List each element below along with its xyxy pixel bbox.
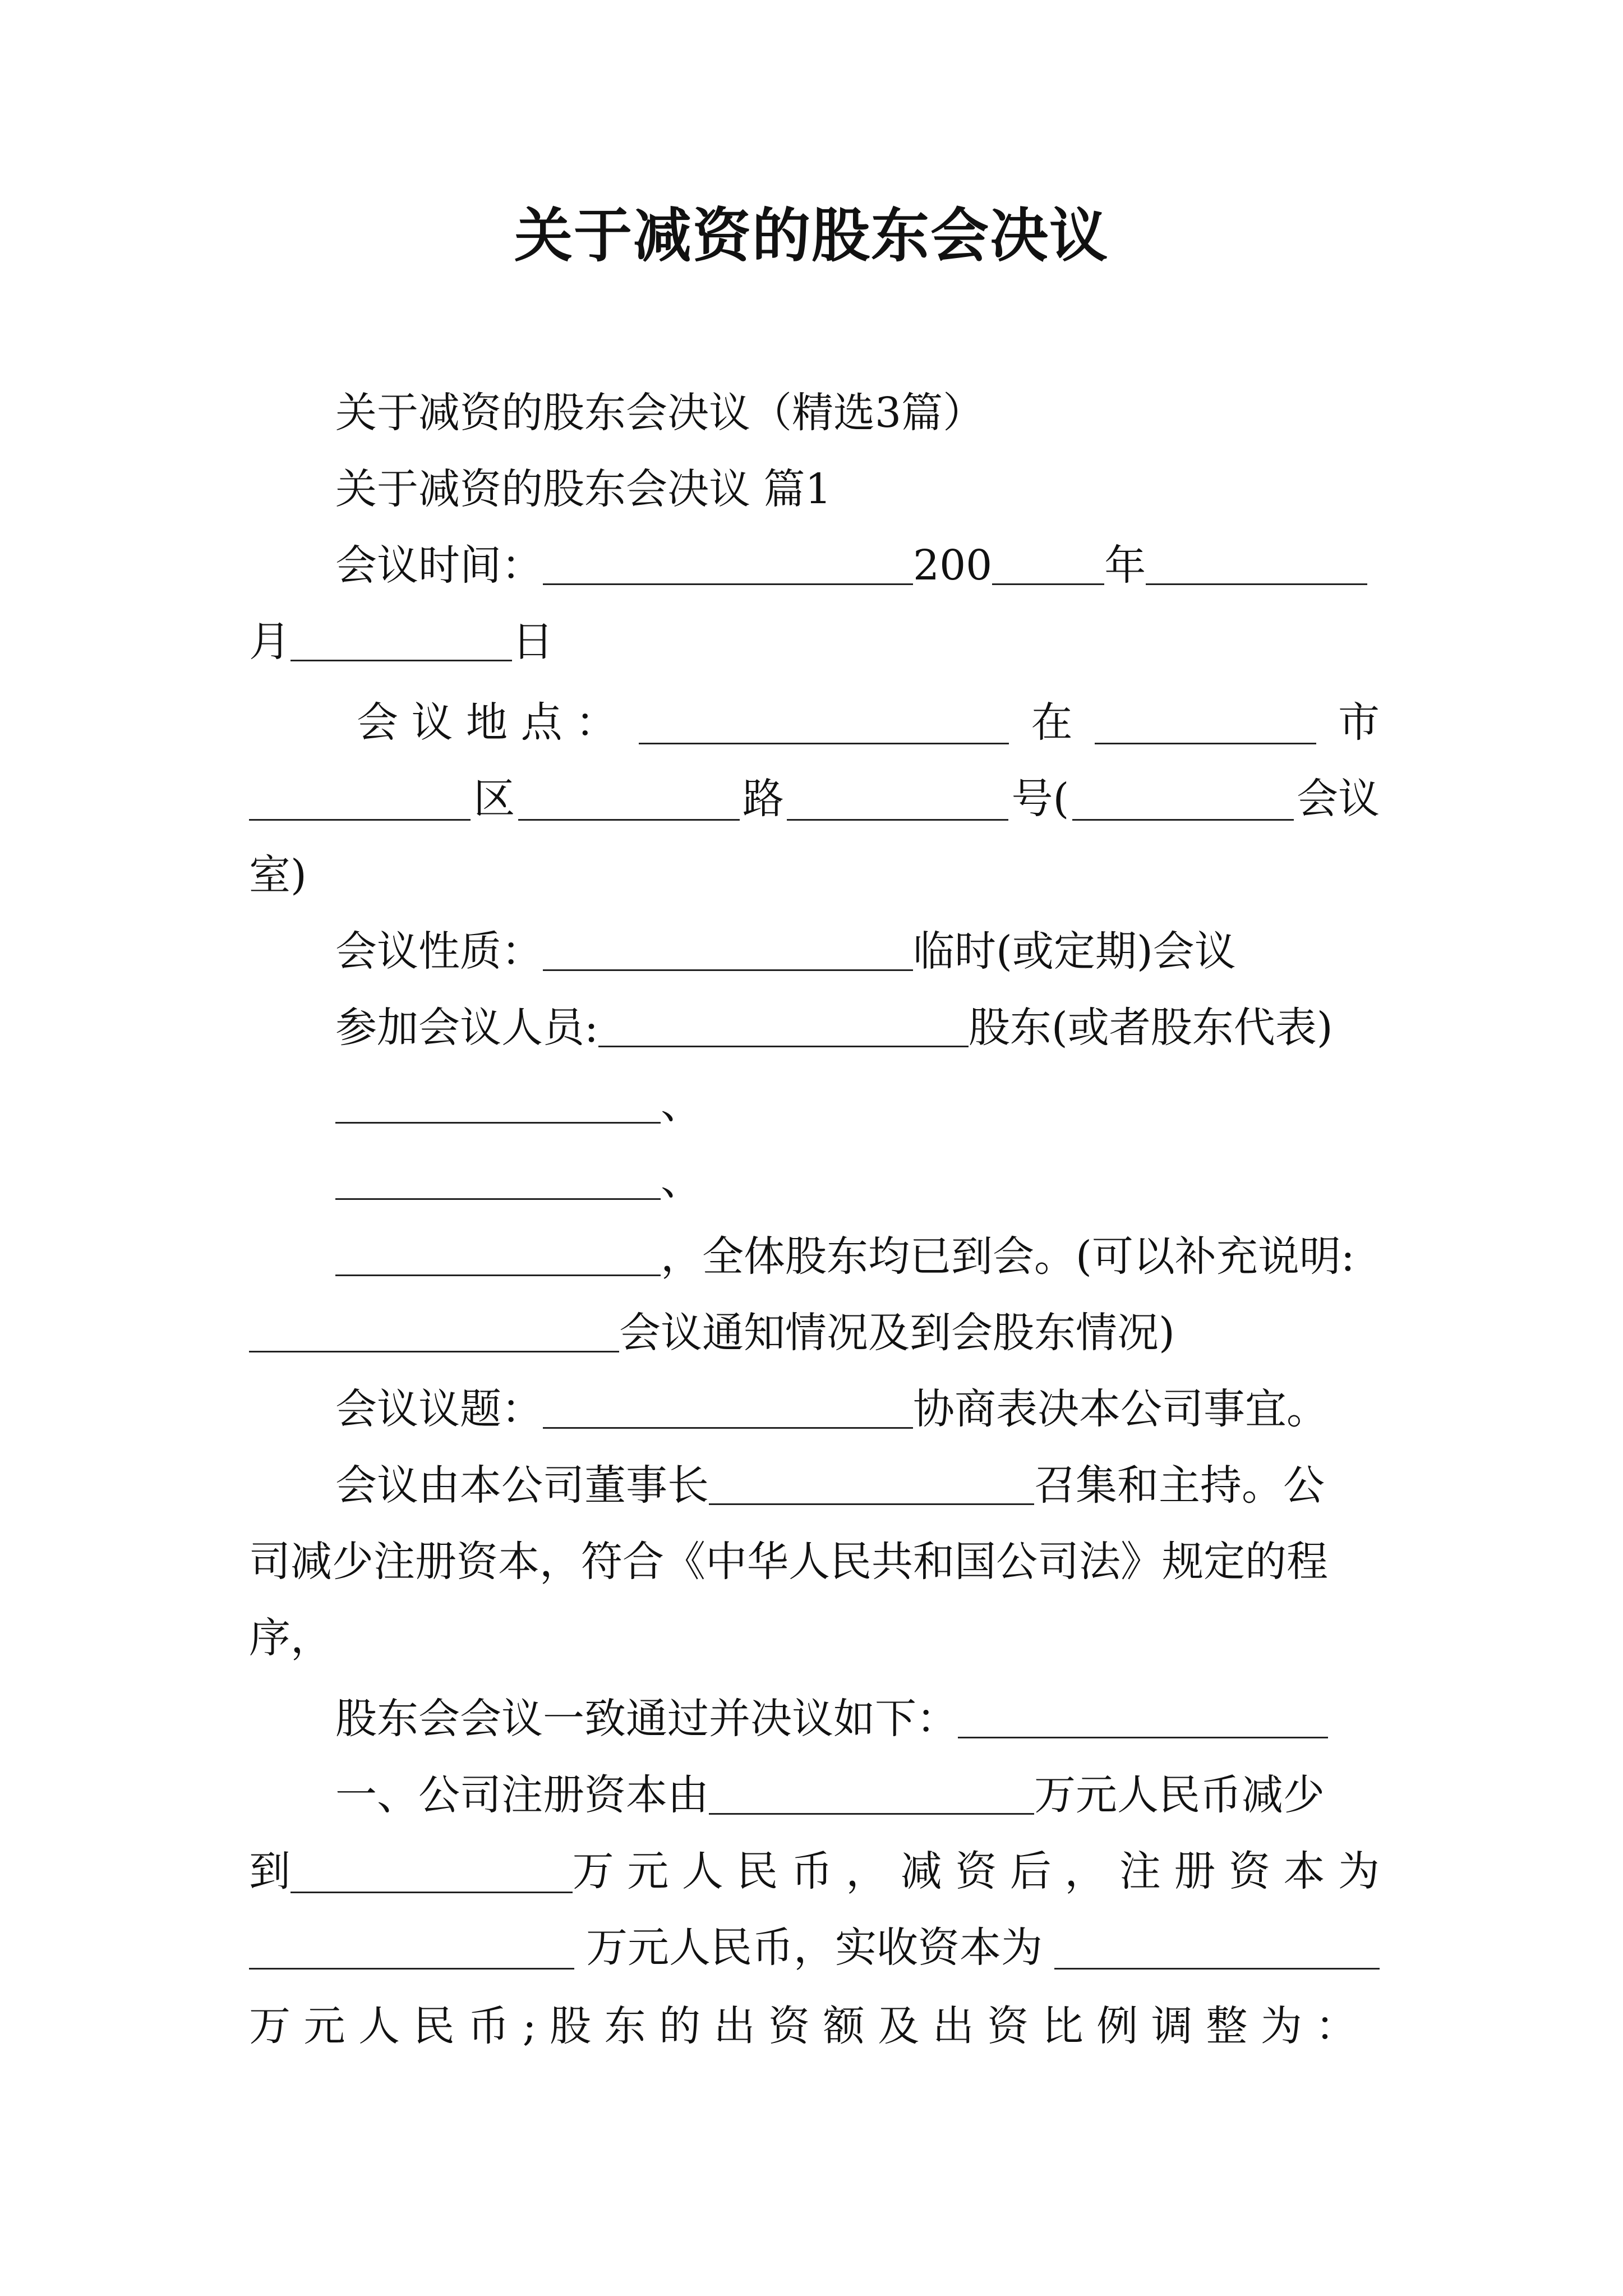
resolution-label: 股东会会议一致通过并决议如下： <box>335 1695 958 1743</box>
number-blank <box>787 777 1008 821</box>
item1-to-blank <box>291 1850 573 1893</box>
attendees-line <box>249 994 1380 1061</box>
attendee-blank-1 <box>335 1080 661 1124</box>
chair-line-3 <box>249 1604 1380 1672</box>
meeting-place-room-prefix: 会议 <box>1296 775 1380 823</box>
attendees-line-3 <box>249 1147 1380 1214</box>
topic-label: 会议议题： <box>335 1385 543 1433</box>
chair-prefix: 会议由本公司董事长 <box>335 1461 709 1510</box>
item1-line-2 <box>249 1838 1380 1905</box>
topic-suffix: 协商表决本公司事宜。 <box>913 1385 1328 1433</box>
attendee-blank-2 <box>335 1157 661 1200</box>
meeting-time-year: 年 <box>1104 541 1146 590</box>
chair-line-2 <box>249 1528 1380 1595</box>
attendees-line-2 <box>249 1070 1380 1138</box>
day-blank <box>291 618 512 661</box>
meeting-place-city: 市 <box>1338 698 1380 747</box>
chair-blank <box>709 1462 1034 1505</box>
document-title: 关于减资的股东会决议 <box>514 201 1109 270</box>
meeting-place-label: 会 议 地 点 ： <box>357 698 617 747</box>
district-blank <box>249 777 471 821</box>
attendee-sep-1: 、 <box>661 1080 702 1128</box>
chair-line-2-text: 司减少注册资本，符合《中华人民共和国公司法》规定的程 <box>249 1538 1328 1586</box>
section-heading <box>249 455 1380 523</box>
attendees-notice: 会议通知情况及到会股东情况) <box>619 1309 1175 1357</box>
month-blank <box>1146 542 1367 585</box>
item1-line-4 <box>249 1993 1380 2060</box>
attendees-blank <box>598 1004 969 1047</box>
meeting-nature-label: 会议性质： <box>335 927 543 976</box>
meeting-time-day: 日 <box>512 618 554 666</box>
meeting-time-year-prefix: 200 <box>913 541 993 590</box>
meeting-time-label: 会议时间： <box>335 541 543 590</box>
item1-after: 万 元 人 民 币 ， 减 资 后 ， 注 册 资 本 为 <box>572 1847 1380 1895</box>
meeting-place-blank <box>639 701 1009 744</box>
resolution-line <box>249 1685 1380 1752</box>
attendees-line-4 <box>249 1223 1380 1290</box>
chair-line <box>249 1452 1380 1519</box>
item1-suffix: 万元人民币减少 <box>1034 1771 1325 1819</box>
attendees-all-present: ，全体股东均已到会。(可以补充说明: <box>661 1232 1355 1281</box>
year-blank <box>992 542 1104 585</box>
meeting-time-month: 月 <box>249 618 291 666</box>
intro-line <box>249 379 1380 447</box>
item1-registered-blank <box>249 1926 574 1970</box>
room-blank <box>1072 777 1294 821</box>
attendees-label: 参加会议人员: <box>335 1004 598 1052</box>
item1-line <box>249 1761 1380 1829</box>
item1-from-blank <box>709 1772 1034 1815</box>
meeting-time-line <box>249 532 1380 599</box>
meeting-nature-line <box>249 918 1380 985</box>
road-blank <box>518 777 740 821</box>
item1-line4-text: 万 元 人 民 币 ; 股 东 的 出 资 额 及 出 资 比 例 调 整 为 ： <box>249 2002 1357 2050</box>
meeting-place-line <box>249 689 1380 756</box>
meeting-place-at: 在 <box>1031 698 1073 747</box>
item1-prefix: 一、公司注册资本由 <box>335 1771 709 1819</box>
topic-blank <box>543 1386 913 1429</box>
item1-paid-blank <box>1054 1926 1380 1970</box>
item1-line3-mid: 万元人民币，实收资本为 <box>586 1924 1043 1972</box>
meeting-place-line-3 <box>249 841 1380 909</box>
meeting-nature-suffix: 临时(或定期)会议 <box>913 927 1236 976</box>
notice-blank <box>249 1309 619 1352</box>
meeting-place-line-2 <box>249 765 1380 832</box>
meeting-place-road: 路 <box>742 775 784 823</box>
resolution-blank <box>958 1695 1328 1738</box>
topic-line <box>249 1375 1380 1443</box>
chair-line-3-text: 序， <box>249 1614 332 1662</box>
attendee-blank-3 <box>335 1233 661 1276</box>
item1-to: 到 <box>249 1847 291 1895</box>
chair-suffix: 召集和主持。公 <box>1034 1461 1325 1510</box>
meeting-place-room-suffix: 室) <box>249 851 307 899</box>
meeting-place-district: 区 <box>473 775 515 823</box>
meeting-time-line-2 <box>249 608 1380 675</box>
attendees-suffix: 股东(或者股东代表) <box>968 1004 1333 1052</box>
section-heading-text: 关于减资的股东会决议 篇1 <box>335 465 832 513</box>
attendees-line-5 <box>249 1299 1380 1366</box>
meeting-time-blank <box>543 542 913 585</box>
meeting-nature-blank <box>543 928 913 971</box>
intro-text: 关于减资的股东会决议（精选3篇） <box>335 389 985 437</box>
attendee-sep-2: 、 <box>661 1156 702 1204</box>
item1-line-3 <box>249 1914 1380 1981</box>
city-blank <box>1095 701 1316 744</box>
meeting-place-number: 号( <box>1011 775 1069 823</box>
